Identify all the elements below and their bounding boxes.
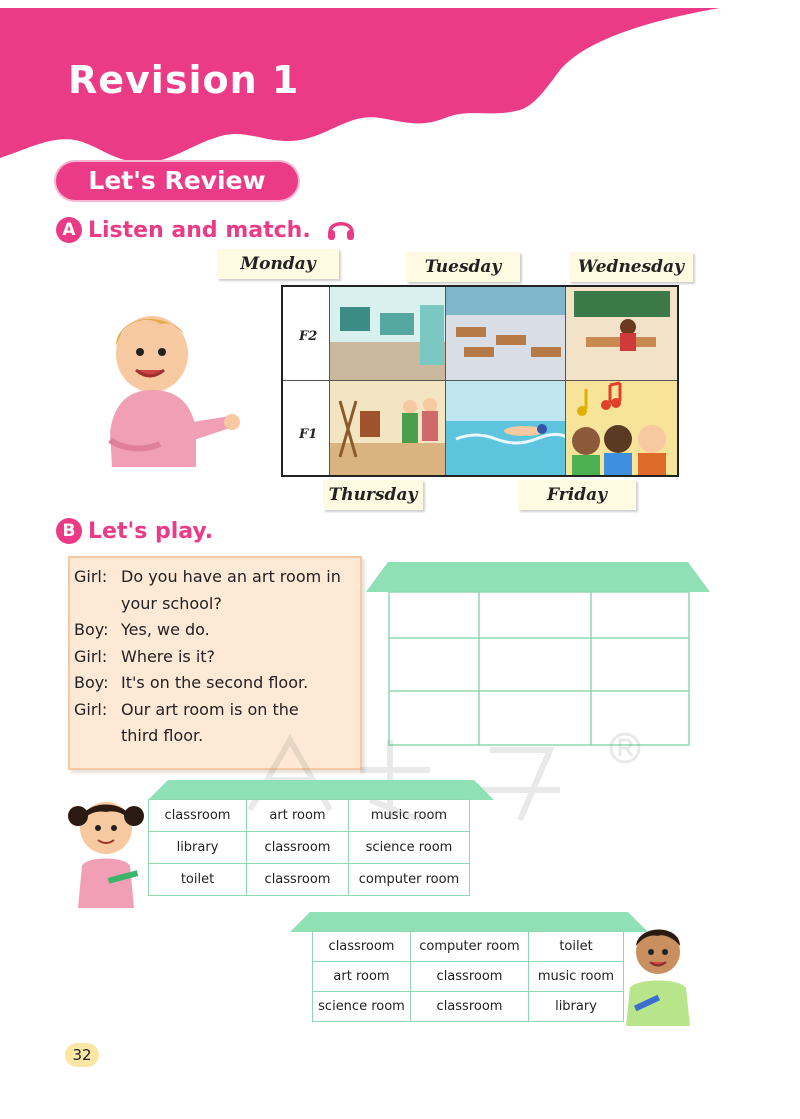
dialogue-speaker: Girl: — [74, 567, 108, 586]
dialogue-text: Where is it? — [121, 646, 216, 666]
room-picture-swimming-pool[interactable] — [445, 381, 565, 475]
dialogue-line — [74, 670, 356, 697]
boy-table-roof — [290, 912, 648, 932]
girl-school-table — [148, 799, 470, 896]
table-cell: computer room — [411, 932, 529, 962]
table-row — [149, 864, 470, 896]
dialogue-text: Yes, we do. — [121, 620, 210, 639]
day-tag-wednesday: Wednesday — [569, 252, 693, 282]
dialogue-speaker: Girl: — [74, 646, 108, 666]
table-row — [149, 832, 470, 864]
section-b-heading — [56, 518, 213, 544]
table-cell: music room — [349, 800, 470, 832]
table-cell: music room — [529, 962, 624, 992]
section-b-title: Let's play. — [88, 519, 214, 544]
table-cell: classroom — [411, 992, 529, 1022]
registered-mark-icon — [611, 734, 639, 762]
table-row — [313, 932, 624, 962]
room-picture-art-room[interactable] — [329, 381, 445, 475]
dialogue-line — [74, 564, 356, 617]
dialogue-speaker: Girl: — [74, 699, 108, 719]
table-row — [313, 962, 624, 992]
table-cell: library — [529, 992, 624, 1022]
table-cell: art room — [313, 962, 411, 992]
dialogue-text: Do you have an art room in — [121, 567, 341, 586]
table-cell: library — [149, 832, 247, 864]
headphones-icon — [326, 214, 356, 242]
dialogue-text: Our art room is on the — [121, 699, 299, 719]
page-title: Revision 1 — [68, 58, 300, 102]
table-cell: classroom — [313, 932, 411, 962]
section-a-badge: A — [56, 217, 82, 243]
dialogue-text: third floor. — [121, 726, 204, 745]
table-cell: classroom — [411, 962, 529, 992]
table-cell: science room — [349, 832, 470, 864]
section-a-heading — [56, 214, 356, 243]
table-row — [313, 992, 624, 1022]
dialogue-speaker: Boy: — [74, 673, 109, 692]
day-tag-friday: Friday — [518, 480, 636, 510]
table-cell: art room — [247, 800, 349, 832]
day-tag-monday: Monday — [217, 249, 339, 279]
table-cell: classroom — [149, 800, 247, 832]
boy-character-image — [100, 312, 245, 482]
dialogue-speaker: Boy: — [74, 620, 109, 639]
table-row — [149, 800, 470, 832]
boy-school-table — [312, 931, 624, 1022]
table-cell: classroom — [247, 832, 349, 864]
boy2-character-image — [622, 922, 692, 1026]
table-cell: toilet — [149, 864, 247, 896]
table-cell: computer room — [349, 864, 470, 896]
floor-label-f1: F1 — [299, 427, 318, 442]
section-a-title: Listen and match. — [88, 218, 311, 243]
table-cell: science room — [313, 992, 411, 1022]
dialogue-text: It's on the second floor. — [121, 673, 309, 692]
room-picture-computer-room[interactable] — [329, 287, 445, 380]
section-b-badge: B — [56, 518, 82, 544]
room-picture-music-room[interactable] — [565, 381, 677, 475]
dialogue-text: your school? — [121, 593, 222, 613]
dialogue-line — [74, 644, 356, 671]
building-roof — [366, 562, 710, 592]
page-number: 32 — [65, 1043, 99, 1067]
floor-label-f2: F2 — [299, 329, 318, 344]
section-pill-label: Let's Review — [88, 166, 266, 195]
table-cell: toilet — [529, 932, 624, 962]
school-floor-grid — [281, 285, 679, 477]
girl-table-roof — [148, 780, 494, 800]
section-pill — [56, 162, 298, 200]
room-picture-classroom-2[interactable] — [565, 287, 677, 380]
day-tag-thursday: Thursday — [323, 480, 423, 510]
table-cell: classroom — [247, 864, 349, 896]
room-picture-classroom-1[interactable] — [445, 287, 565, 380]
day-tag-tuesday: Tuesday — [406, 252, 520, 282]
girl-character-image — [64, 794, 148, 908]
dialogue-line — [74, 617, 356, 644]
